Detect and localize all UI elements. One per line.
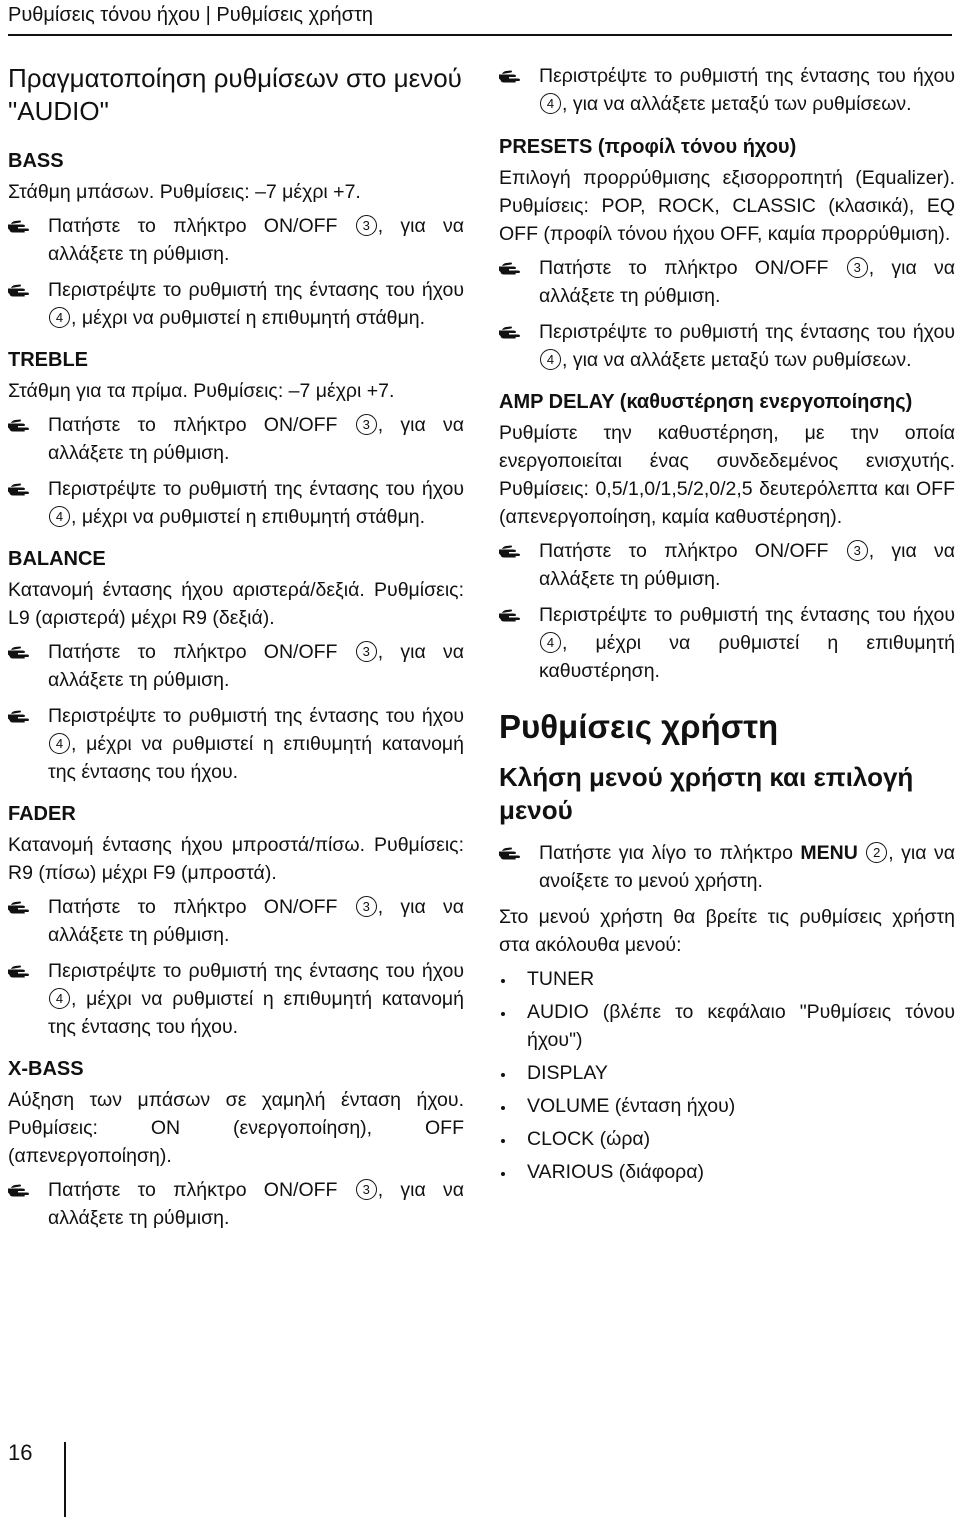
section-title: AMP DELAY (καθυστέρηση ενεργοποίησης) [499, 391, 913, 413]
key-number-badge: 4 [49, 988, 70, 1009]
key-number-badge: 4 [49, 307, 70, 328]
section-title: BASS [8, 150, 64, 172]
pointing-hand-icon [8, 220, 32, 233]
instruction-step: Περιστρέψτε το ρυθμιστή της έντασης του ήχου 4 , μέχρι να ρυθμιστεί η επιθυμητή στάθμη. [8, 276, 464, 332]
left-column [8, 52, 464, 1240]
pointing-hand-icon [8, 901, 32, 914]
list-item: TUNER [499, 965, 955, 993]
key-number-badge: 3 [847, 540, 868, 561]
instruction-step: Πατήστε το πλήκτρο ON/OFF 3 , για να αλλάξετε τη ρύθμιση. [8, 893, 464, 949]
section-title: TREBLE [8, 349, 88, 371]
list-item: AUDIO (βλέπε το κεφάλαιο "Ρυθμίσεις τόνου ήχου") [499, 998, 955, 1054]
key-number-badge: 2 [866, 842, 887, 863]
key-number-badge: 4 [540, 632, 561, 653]
key-number-badge: 3 [356, 641, 377, 662]
fader-section [8, 799, 464, 1041]
instruction-step: Πατήστε το πλήκτρο ON/OFF 3 , για να αλλάξετε τη ρύθμιση. [8, 411, 464, 467]
pointing-hand-icon [499, 609, 523, 622]
section-title: PRESETS (προφίλ τόνου ήχου) [499, 136, 797, 158]
page-divider [64, 1442, 66, 1517]
amp-delay-section [499, 387, 955, 685]
instruction-step: Πατήστε το πλήκτρο ON/OFF 3 , για να αλλάξετε τη ρύθμιση. [8, 212, 464, 268]
instruction-step: Περιστρέψτε το ρυθμιστή της έντασης του ήχου 4 , μέχρι να ρυθμιστεί η επιθυμητή καθυστέρηση. [499, 601, 955, 685]
section-description: Αύξηση των μπάσων σε χαμηλή ένταση ήχου. Ρυθμίσεις: ON (ενεργοποίηση), OFF (απενεργοποίηση). [8, 1089, 464, 1167]
key-number-badge: 4 [49, 506, 70, 527]
pointing-hand-icon [8, 284, 32, 297]
instruction-step: Πατήστε το πλήκτρο ON/OFF 3 , για να αλλάξετε τη ρύθμιση. [8, 638, 464, 694]
instruction-step: Περιστρέψτε το ρυθμιστή της έντασης του ήχου 4 , για να αλλάξετε μεταξύ των ρυθμίσεων. [499, 318, 955, 374]
section-title: FADER [8, 803, 76, 825]
treble-section [8, 345, 464, 531]
balance-section [8, 544, 464, 786]
pointing-hand-icon [499, 70, 523, 83]
pointing-hand-icon [499, 326, 523, 339]
section-description: Στάθμη για τα πρίμα. Ρυθμίσεις: –7 μέχρι +7. [8, 380, 395, 402]
menu-list [499, 965, 955, 1186]
section-description: Κατανομή έντασης ήχου μπροστά/πίσω. Ρυθμίσεις: R9 (πίσω) μέχρι F9 (μπροστά). [8, 834, 464, 884]
key-number-badge: 3 [356, 1179, 377, 1200]
key-number-badge: 4 [49, 733, 70, 754]
section-description: Ρυθμίστε την καθυστέρηση, με την οποία ενεργοποιείται ένας συνδεδεμένος ενισχυτής. Ρυθμίσεις: 0,5/1,0/1,5/2,0/2,5 δευτερόλεπτα και OFF (απενεργοποίηση, καμία καθυστέρηση). [499, 422, 955, 528]
page-header: Ρυθμίσεις τόνου ήχου | Ρυθμίσεις χρήστη [8, 0, 952, 36]
presets-section [499, 132, 955, 374]
pointing-hand-icon [8, 710, 32, 723]
pointing-hand-icon [8, 965, 32, 978]
pointing-hand-icon [499, 545, 523, 558]
instruction-step: Περιστρέψτε το ρυθμιστή της έντασης του ήχου 4 , μέχρι να ρυθμιστεί η επιθυμητή κατανομή της έντασης του ήχου. [8, 702, 464, 786]
key-number-badge: 3 [847, 257, 868, 278]
pointing-hand-icon [8, 646, 32, 659]
instruction-step: Πατήστε για λίγο το πλήκτρο MENU 2 , για να ανοίξετε το μενού χρήστη. [499, 839, 955, 895]
right-column [499, 52, 955, 1191]
audio-menu-heading: Πραγματοποίηση ρυθμίσεων στο μενού "AUDIO" [8, 63, 462, 126]
instruction-step: Πατήστε το πλήκτρο ON/OFF 3 , για να αλλάξετε τη ρύθμιση. [499, 254, 955, 310]
section-description: Στάθμη μπάσων. Ρυθμίσεις: –7 μέχρι +7. [8, 181, 361, 203]
pointing-hand-icon [8, 419, 32, 432]
pointing-hand-icon [499, 262, 523, 275]
menu-key-label: MENU [800, 842, 858, 864]
instruction-step: Πατήστε το πλήκτρο ON/OFF 3 , για να αλλάξετε τη ρύθμιση. [499, 537, 955, 593]
call-menu-heading: Κλήση μενού χρήστη και επιλογή μενού [499, 762, 914, 825]
list-item: CLOCK (ώρα) [499, 1125, 955, 1153]
key-number-badge: 3 [356, 215, 377, 236]
section-description: Επιλογή προρρύθμισης εξισορροπητή (Equalizer). Ρυθμίσεις: POP, ROCK, CLASSIC (κλασικά), EQ OFF (προφίλ τόνου ήχου OFF, καμία προρρύθμιση). [499, 167, 955, 245]
bass-section [8, 146, 464, 332]
key-number-badge: 4 [540, 93, 561, 114]
section-title: X-BASS [8, 1058, 84, 1080]
list-item: DISPLAY [499, 1059, 955, 1087]
instruction-step: Περιστρέψτε το ρυθμιστή της έντασης του ήχου 4 , για να αλλάξετε μεταξύ των ρυθμίσεων. [499, 62, 955, 118]
section-title: BALANCE [8, 548, 106, 570]
key-number-badge: 3 [356, 414, 377, 435]
page-number: 16 [8, 1440, 33, 1465]
user-settings-heading: Ρυθμίσεις χρήστη [499, 708, 779, 745]
pointing-hand-icon [8, 483, 32, 496]
pointing-hand-icon [499, 847, 523, 860]
pointing-hand-icon [8, 1184, 32, 1197]
xbass-section [8, 1054, 464, 1232]
key-number-badge: 4 [540, 349, 561, 370]
list-item: VARIOUS (διάφορα) [499, 1158, 955, 1186]
menus-intro: Στο μενού χρήστη θα βρείτε τις ρυθμίσεις χρήστη στα ακόλουθα μενού: [499, 906, 955, 956]
key-number-badge: 3 [356, 896, 377, 917]
list-item: VOLUME (ένταση ήχου) [499, 1092, 955, 1120]
instruction-step: Πατήστε το πλήκτρο ON/OFF 3 , για να αλλάξετε τη ρύθμιση. [8, 1176, 464, 1232]
instruction-step: Περιστρέψτε το ρυθμιστή της έντασης του ήχου 4 , μέχρι να ρυθμιστεί η επιθυμητή κατανομή της έντασης του ήχου. [8, 957, 464, 1041]
instruction-step: Περιστρέψτε το ρυθμιστή της έντασης του ήχου 4 , μέχρι να ρυθμιστεί η επιθυμητή στάθμη. [8, 475, 464, 531]
section-description: Κατανομή έντασης ήχου αριστερά/δεξιά. Ρυθμίσεις: L9 (αριστερά) μέχρι R9 (δεξιά). [8, 579, 464, 629]
